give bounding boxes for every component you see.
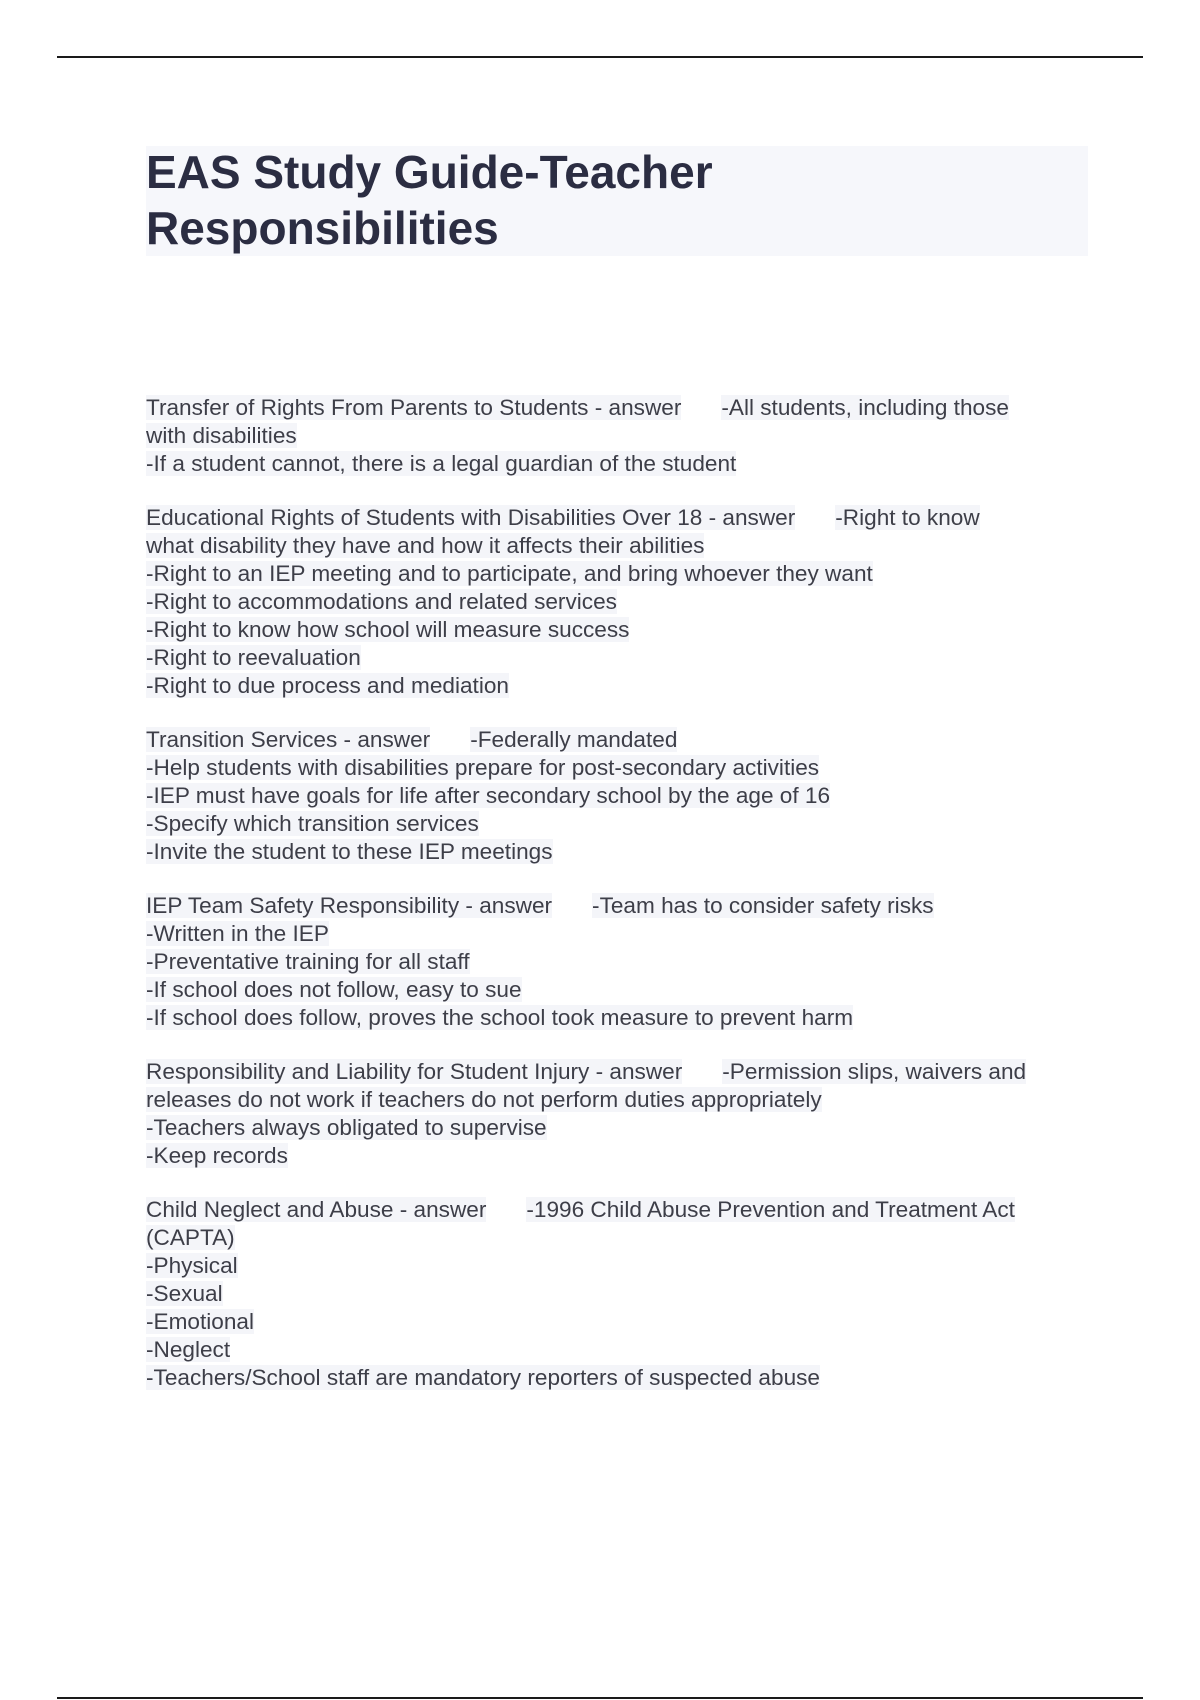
answer-text: -Teachers always obligated to supervise — [146, 1115, 547, 1140]
qa-line — [146, 588, 1096, 616]
answer-text: -Right to an IEP meeting and to participate, and bring whoever they want — [146, 561, 873, 586]
qa-section — [146, 1058, 1096, 1170]
qa-section — [146, 1196, 1096, 1392]
answer-text: -Right to reevaluation — [146, 645, 361, 670]
answer-text: -Preventative training for all staff — [146, 949, 470, 974]
qa-line — [146, 1280, 1096, 1308]
answer-text: -Neglect — [146, 1337, 231, 1362]
answer-text: (CAPTA) — [146, 1225, 235, 1250]
qa-line — [146, 532, 1096, 560]
qa-line — [146, 1336, 1096, 1364]
answer-text: -Help students with disabilities prepare for post-secondary activities — [146, 755, 820, 780]
answer-text: what disability they have and how it affects their abilities — [146, 533, 705, 558]
qa-section — [146, 504, 1096, 700]
answer-text: releases do not work if teachers do not perform duties appropriately — [146, 1087, 822, 1112]
bottom-rule — [57, 1697, 1143, 1699]
answer-text: -Federally mandated — [470, 727, 678, 752]
answer-text: -If a student cannot, there is a legal guardian of the student — [146, 451, 737, 476]
qa-line — [146, 1196, 1096, 1224]
question-text: Transition Services - answer — [146, 727, 431, 752]
qa-section — [146, 726, 1096, 866]
qa-line — [146, 450, 1096, 478]
qa-section — [146, 892, 1096, 1032]
qa-line — [146, 1308, 1096, 1336]
answer-text: -Right to accommodations and related services — [146, 589, 617, 614]
qa-line — [146, 1086, 1096, 1114]
qa-line — [146, 810, 1096, 838]
qa-line — [146, 504, 1096, 532]
page-title-line-2: Responsibilities — [146, 202, 499, 254]
qa-line — [146, 1004, 1096, 1032]
qa-line — [146, 1114, 1096, 1142]
answer-text: -Invite the student to these IEP meetings — [146, 839, 553, 864]
page-title — [146, 144, 846, 256]
qa-line — [146, 948, 1096, 976]
qa-line — [146, 1224, 1096, 1252]
answer-text: -Specify which transition services — [146, 811, 479, 836]
qa-line — [146, 782, 1096, 810]
qa-line — [146, 920, 1096, 948]
qa-line — [146, 1364, 1096, 1392]
answer-text: -Permission slips, waivers and — [722, 1059, 1027, 1084]
answer-text: -Written in the IEP — [146, 921, 329, 946]
answer-text: -IEP must have goals for life after secondary school by the age of 16 — [146, 783, 831, 808]
answer-text: -Keep records — [146, 1143, 288, 1168]
qa-section — [146, 394, 1096, 478]
study-guide-content — [146, 394, 1096, 1418]
top-rule — [57, 56, 1143, 58]
page-title-line-1: EAS Study Guide-Teacher — [146, 146, 713, 198]
answer-text: -Right to know — [835, 505, 980, 530]
qa-line — [146, 892, 1096, 920]
answer-text: -If school does not follow, easy to sue — [146, 977, 522, 1002]
qa-line — [146, 1252, 1096, 1280]
qa-line — [146, 976, 1096, 1004]
answer-text: -Right to know how school will measure success — [146, 617, 630, 642]
qa-line — [146, 394, 1096, 422]
answer-text: -Sexual — [146, 1281, 223, 1306]
answer-text: -Team has to consider safety risks — [592, 893, 934, 918]
qa-line — [146, 560, 1096, 588]
question-text: Educational Rights of Students with Disabilities Over 18 - answer — [146, 505, 796, 530]
qa-line — [146, 672, 1096, 700]
qa-line — [146, 616, 1096, 644]
question-text: IEP Team Safety Responsibility - answer — [146, 893, 553, 918]
answer-text: -Emotional — [146, 1309, 254, 1334]
qa-line — [146, 754, 1096, 782]
qa-line — [146, 422, 1096, 450]
qa-line — [146, 1142, 1096, 1170]
answer-text: -Teachers/School staff are mandatory reporters of suspected abuse — [146, 1365, 820, 1390]
answer-text: -Right to due process and mediation — [146, 673, 509, 698]
answer-text: with disabilities — [146, 423, 297, 448]
answer-text: -Physical — [146, 1253, 238, 1278]
qa-line — [146, 1058, 1096, 1086]
answer-text: -1996 Child Abuse Prevention and Treatment Act — [526, 1197, 1015, 1222]
qa-line — [146, 838, 1096, 866]
qa-line — [146, 726, 1096, 754]
answer-text: -If school does follow, proves the school took measure to prevent harm — [146, 1005, 854, 1030]
question-text: Responsibility and Liability for Student Injury - answer — [146, 1059, 683, 1084]
qa-line — [146, 644, 1096, 672]
question-text: Transfer of Rights From Parents to Students - answer — [146, 395, 682, 420]
answer-text: -All students, including those — [721, 395, 1009, 420]
question-text: Child Neglect and Abuse - answer — [146, 1197, 487, 1222]
